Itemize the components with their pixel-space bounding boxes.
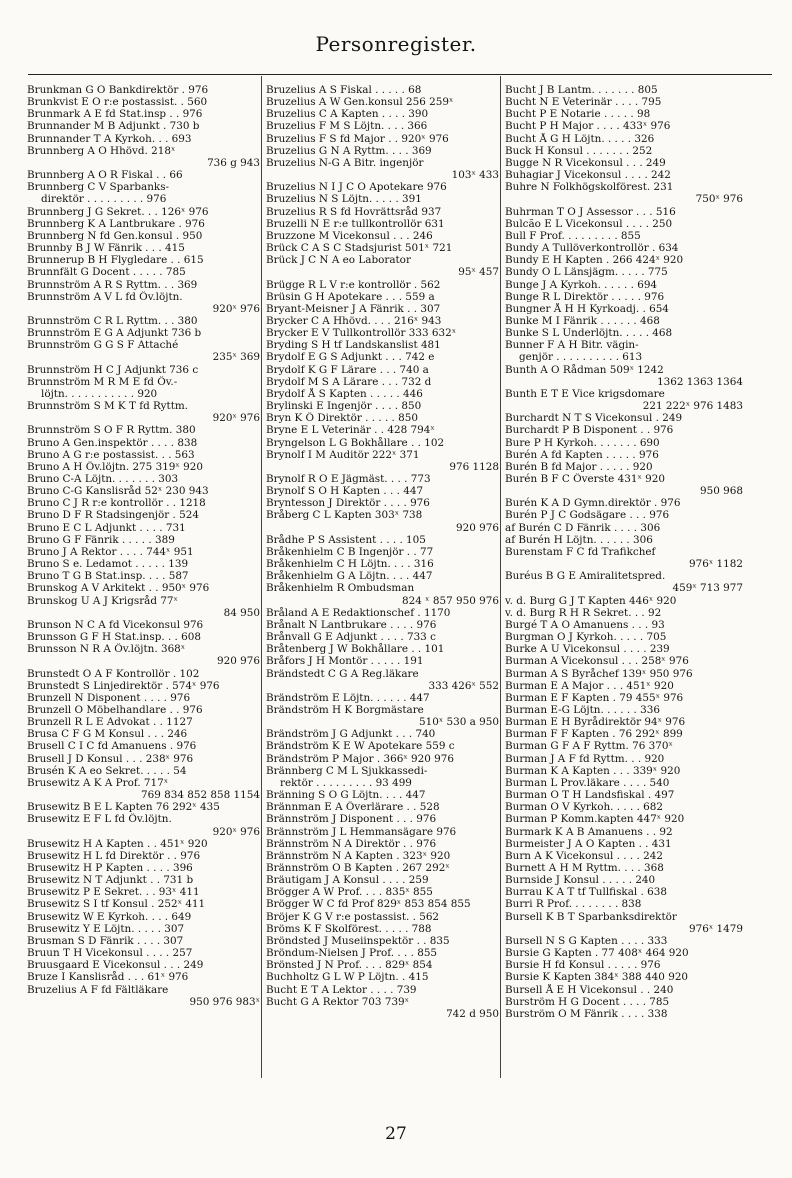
register-entry: genjör . . . . . . . . . . 613 bbox=[519, 351, 643, 364]
register-entry: Brydolf M S A Lärare . . . 732 d bbox=[266, 375, 432, 388]
register-entry: Brunnström S O F R Ryttm. 380 bbox=[27, 424, 196, 437]
register-entry: Bråfors J H Montör . . . . . 191 bbox=[266, 655, 424, 668]
register-entry: Brånvall G E Adjunkt . . . . 733 c bbox=[266, 631, 436, 644]
register-entry: Brunnberg J G Sekret. . . 126ˣ 976 bbox=[27, 205, 209, 218]
register-entry: Brycker E V Tullkontrollör 333 632ˣ bbox=[266, 327, 457, 340]
register-entry: Brusewitz N T Adjunkt . . 731 b bbox=[27, 874, 194, 887]
register-entry: Brändström H K Borgmästare bbox=[266, 703, 424, 716]
register-entry: Bruzelius N S Löjtn. . . . . 391 bbox=[266, 193, 422, 206]
register-entry: 235ˣ 369 bbox=[212, 351, 260, 364]
register-entry: Bråberg C L Kapten 303ˣ 738 bbox=[266, 509, 423, 522]
register-entry: Brusewitz H P Kapten . . . . 396 bbox=[27, 862, 193, 874]
register-entry: Burén K A D Gymn.direktör . 976 bbox=[505, 497, 681, 510]
register-entry: Bryant-Meisner J A Fänrik . . 307 bbox=[266, 302, 441, 315]
register-entry: 976ˣ 1479 bbox=[689, 922, 743, 935]
register-entry: Bruno D F R Stadsingenjör . 524 bbox=[27, 509, 199, 522]
register-entry: Brändström E Löjtn. . . . . . 447 bbox=[266, 691, 430, 704]
register-entry: Brusewitz W E Kyrkoh. . . . 649 bbox=[27, 910, 192, 923]
register-entry: Brunzell N Disponent . . . . 976 bbox=[27, 691, 191, 704]
register-entry: Burman K A Kapten . . . 339ˣ 920 bbox=[505, 764, 681, 777]
register-entry: Brändström K E W Apotekare 559 c bbox=[266, 740, 455, 753]
register-entry: Brunnberg N fd Gen.konsul . 950 bbox=[27, 229, 203, 242]
register-entry: Brunnberg K A Lantbrukare . 976 bbox=[27, 217, 205, 230]
register-entry: Bränning S O G Löjtn. . . . 447 bbox=[266, 789, 426, 802]
register-entry: Brunnström H C J Adjunkt 736 c bbox=[27, 363, 199, 376]
register-entry: Burén P J C Godsägare . . . 976 bbox=[505, 509, 670, 522]
register-entry: Brunnström A V L fd Öv.löjtn. bbox=[27, 290, 183, 303]
register-entry: Burgé T A O Amanuens . . . 93 bbox=[505, 618, 665, 631]
register-entry: Brunkman G O Bankdirektör . 976 bbox=[27, 84, 209, 96]
register-entry: Brändstedt C G A Reg.läkare bbox=[266, 667, 419, 680]
register-entry: Brögger A W Prof. . . . 835ˣ 855 bbox=[266, 886, 433, 899]
register-entry: Bryngelson L G Bokhållare . . 102 bbox=[266, 436, 445, 449]
register-entry: Brändström P Major . 366ˣ 920 976 bbox=[266, 752, 455, 765]
register-entry: Bryntesson J Direktör . . . . 976 bbox=[266, 497, 430, 510]
register-entry: Brüsin G H Apotekare . . . 559 a bbox=[266, 290, 435, 303]
register-entry: direktör . . . . . . . . . 976 bbox=[41, 193, 167, 206]
register-entry: Brunmark A E fd Stat.insp . . 976 bbox=[27, 108, 203, 121]
register-entry: Bröndum-Nielsen J Prof. . . . 855 bbox=[266, 947, 438, 960]
register-entry: Bryn K Ö Direktör . . . . . 850 bbox=[266, 412, 418, 425]
register-entry: Brusell C I C fd Amanuens . 976 bbox=[27, 740, 197, 753]
register-entry: Bulcão E L Vicekonsul . . . . 250 bbox=[505, 217, 673, 230]
register-entry: Brunzell R L E Advokat . . 1127 bbox=[27, 716, 193, 729]
register-entry: Bruno A G r:e postassist. . . 563 bbox=[27, 448, 195, 461]
register-entry: Burman E A Major . . . 451ˣ 920 bbox=[505, 679, 674, 692]
register-entry: Bruzelius N-G A Bitr. ingenjör bbox=[266, 156, 424, 169]
register-entry: Bucht G A Rektor 703 739ˣ bbox=[266, 995, 410, 1008]
page-title: Personregister. bbox=[315, 32, 477, 56]
register-entry: Brynolf S O H Kapten . . . 447 bbox=[266, 485, 424, 498]
register-entry: Brunstedt S Linjedirektör . 574ˣ 976 bbox=[27, 679, 220, 692]
register-entry: 459ˣ 713 977 bbox=[672, 582, 743, 595]
register-entry: Bruzelius A S Fiskal . . . . . 68 bbox=[266, 84, 422, 96]
register-entry: Burmeister J A O Kapten . . 431 bbox=[505, 837, 672, 850]
register-entry: Burman F F Kapten . 76 292ˣ 899 bbox=[505, 728, 683, 741]
register-entry: Buhagiar J Vicekonsul . . . . 242 bbox=[505, 169, 671, 182]
register-entry: Burman L Prov.läkare . . . . 540 bbox=[505, 776, 670, 789]
register-entry: 769 834 852 858 1154 bbox=[141, 789, 260, 802]
register-entry: Burén B F C Överste 431ˣ 920 bbox=[505, 473, 665, 485]
register-entry: Burman G F A F Ryttm. 76 370ˣ bbox=[505, 740, 673, 753]
register-entry: Bugge N R Vicekonsul . . . 249 bbox=[505, 156, 666, 169]
register-entry: Bunge R L Direktör . . . . . 976 bbox=[505, 290, 665, 303]
register-entry: Bucht J B Lantm. . . . . . . 805 bbox=[505, 84, 658, 96]
register-column-1 bbox=[27, 84, 260, 1008]
register-entry: Burchardt P B Disponent . . 976 bbox=[505, 424, 674, 437]
register-entry: 920ˣ 976 bbox=[212, 412, 260, 425]
register-entry: Brügge R L V r:e kontrollör . 562 bbox=[266, 278, 441, 291]
register-entry: Bröndsted J Museiinspektör . . 835 bbox=[266, 934, 450, 947]
register-entry: 976 1128 bbox=[449, 460, 499, 473]
register-entry: Bruno A Gen.inspektör . . . . 838 bbox=[27, 436, 198, 449]
register-entry: Bucht P E Notarie . . . . . 98 bbox=[505, 108, 651, 121]
register-entry: 95ˣ 457 bbox=[458, 266, 499, 279]
register-entry: Brunnström G G S F Attaché bbox=[27, 339, 179, 352]
register-entry: Brunsson N R A Öv.löjtn. 368ˣ bbox=[27, 643, 186, 656]
register-entry: Bungner Å H H Kyrkoadj. . 654 bbox=[505, 302, 669, 315]
register-entry: Brusman S D Fänrik . . . . 307 bbox=[27, 934, 184, 947]
register-entry: Bruzzone M Vicekonsul . . . 246 bbox=[266, 229, 433, 242]
register-entry: Bucht P H Major . . . . 433ˣ 976 bbox=[505, 120, 671, 133]
register-entry: Bruzelius R S fd Hovrättsråd 937 bbox=[266, 205, 442, 218]
register-entry: Brynolf R O E Jägmäst. . . . 773 bbox=[266, 473, 431, 485]
register-entry: Brunnström E G A Adjunkt 736 b bbox=[27, 327, 202, 340]
register-entry: Burenstam F C fd Trafikchef bbox=[505, 545, 656, 558]
register-entry: Bursie K Kapten 384ˣ 388 440 920 bbox=[505, 971, 689, 984]
register-entry: Burn A K Vicekonsul . . . . 242 bbox=[505, 849, 663, 862]
register-entry: v. d. Burg G J T Kapten 446ˣ 920 bbox=[505, 594, 677, 607]
register-entry: Brunskog U A J Krigsråd 77ˣ bbox=[27, 594, 178, 607]
register-entry: 950 976 983ˣ bbox=[189, 995, 260, 1008]
register-entry: Bruusgaard E Vicekonsul . . . 249 bbox=[27, 959, 204, 972]
register-entry: Brynolf I M Auditör 222ˣ 371 bbox=[266, 448, 420, 461]
register-entry: Brändström J G Adjunkt . . . 740 bbox=[266, 728, 436, 741]
register-entry: Brunnberg C V Sparbanks- bbox=[27, 181, 170, 194]
register-entry: Bruno G F Fänrik . . . . . 389 bbox=[27, 533, 175, 546]
register-entry: af Burén H Löjtn. . . . . . 306 bbox=[505, 533, 653, 546]
register-entry: Buchholtz G L W P Löjtn. . 415 bbox=[266, 971, 429, 984]
register-entry: Burnside J Konsul . . . . . 240 bbox=[505, 874, 656, 887]
register-entry: Burman J A F fd Ryttm. . . 920 bbox=[505, 752, 665, 765]
register-entry: Bråtenberg J W Bokhållare . . 101 bbox=[266, 643, 445, 656]
register-entry: v. d. Burg R H R Sekret. . . 92 bbox=[505, 606, 662, 619]
register-entry: Brusewitz E F L fd Öv.löjtn. bbox=[27, 813, 172, 826]
register-entry: Bursell Å E H Vicekonsul . . 240 bbox=[505, 983, 674, 996]
register-entry: Burén A fd Kapten . . . . . 976 bbox=[505, 448, 659, 461]
register-entry: Brylinski E Ingenjör . . . . 850 bbox=[266, 400, 422, 413]
register-entry: Bruzelius N I J C O Apotekare 976 bbox=[266, 181, 447, 194]
register-entry: Burrau K A T tf Tullfiskal . 638 bbox=[505, 886, 667, 899]
register-entry: Burke A U Vicekonsul . . . . 239 bbox=[505, 643, 670, 656]
register-entry: Brusewitz H A Kapten . . 451ˣ 920 bbox=[27, 837, 208, 850]
register-entry: Bunth E T E Vice krigsdomare bbox=[505, 387, 665, 400]
register-entry: Buhre N Folkhögskolförest. 231 bbox=[505, 181, 674, 194]
page-number: 27 bbox=[385, 1124, 407, 1144]
register-entry: Bruzelius A F fd Fältläkare bbox=[27, 983, 169, 996]
register-entry: Bruno J A Rektor . . . . 744ˣ 951 bbox=[27, 545, 194, 558]
register-entry: Brück J C N A eo Laborator bbox=[266, 254, 411, 267]
register-entry: Brunsson G F H Stat.insp. . . 608 bbox=[27, 631, 201, 644]
register-entry: Brusewitz S I tf Konsul . 252ˣ 411 bbox=[27, 898, 206, 911]
register-entry: Brådhe P S Assistent . . . . 105 bbox=[266, 533, 426, 546]
register-entry: Burman O T H Landsfiskal . 497 bbox=[505, 789, 675, 802]
register-entry: Brusewitz Y E Löjtn. . . . . 307 bbox=[27, 922, 185, 935]
register-entry: Bråland A E Redaktionschef . 1170 bbox=[266, 606, 451, 619]
register-entry: Burström H G Docent . . . . 785 bbox=[505, 995, 670, 1008]
register-entry: Bruno C J R r:e kontrollör . . 1218 bbox=[27, 497, 206, 510]
column-divider bbox=[261, 76, 262, 1078]
register-entry: Bröjer K G V r:e postassist. . 562 bbox=[266, 910, 440, 923]
register-entry: Bruzelius F M S Löjtn. . . . 366 bbox=[266, 120, 428, 133]
register-entry: Bruun T H Vicekonsul . . . . 257 bbox=[27, 947, 193, 960]
register-entry: Bunke S L Underlöjtn. . . . . 468 bbox=[505, 327, 673, 340]
register-entry: Brunstedt O A F Kontrollör . 102 bbox=[27, 667, 200, 680]
register-entry: Brunnberg A O R Fiskal . . 66 bbox=[27, 169, 183, 182]
register-entry: Brunskog A V Arkitekt . . 950ˣ 976 bbox=[27, 582, 210, 595]
register-entry: Burri R Prof. . . . . . . . 838 bbox=[505, 898, 642, 911]
register-entry: Bröms K F Skolförest. . . . . 788 bbox=[266, 922, 432, 935]
register-entry: Bruzelli N E r:e tullkontrollör 631 bbox=[266, 217, 445, 230]
register-entry: 333 426ˣ 552 bbox=[428, 679, 499, 692]
register-entry: Brunnby B J W Fänrik . . . 415 bbox=[27, 242, 185, 255]
register-entry: Brydolf Å S Kapten . . . . . 446 bbox=[266, 387, 423, 400]
register-entry: Brunnström A R S Ryttm. . . 369 bbox=[27, 278, 198, 291]
register-entry: Bunke M I Fänrik . . . . . . 468 bbox=[505, 314, 660, 327]
register-entry: Bure P H Kyrkoh. . . . . . . 690 bbox=[505, 436, 660, 449]
register-entry: Brännström J Disponent . . . 976 bbox=[266, 813, 437, 826]
register-entry: Brydolf E G S Adjunkt . . . 742 e bbox=[266, 351, 435, 364]
register-entry: Bruzelius F S fd Major . . 920ˣ 976 bbox=[266, 132, 449, 145]
register-entry: Brännström J L Hemmansägare 976 bbox=[266, 825, 457, 838]
register-entry: Bruno C-G Kanslisråd 52ˣ 230 943 bbox=[27, 485, 209, 498]
register-column-3 bbox=[505, 84, 743, 1020]
register-entry: 920 976 bbox=[456, 521, 499, 534]
register-entry: Burén B fd Major . . . . . 920 bbox=[505, 460, 653, 473]
register-entry: Bursie H fd Konsul . . . . . 976 bbox=[505, 959, 661, 972]
register-entry: Burgman O J Kyrkoh. . . . . 705 bbox=[505, 631, 667, 644]
register-entry: Brögger W C fd Prof 829ˣ 853 854 855 bbox=[266, 898, 471, 911]
register-entry: Brunzell O Möbelhandlare . . 976 bbox=[27, 703, 203, 716]
register-entry: Brunkvist E O r:e postassist. . 560 bbox=[27, 96, 208, 109]
register-entry: Brunnfält G Docent . . . . . 785 bbox=[27, 266, 186, 279]
register-entry: Buck H Konsul . . . . . . . 252 bbox=[505, 144, 653, 157]
register-entry: 920 976 bbox=[217, 655, 260, 668]
register-entry: Brönsted J N Prof. . . . 829ˣ 854 bbox=[266, 959, 433, 972]
register-entry: Brunnberg A O Hhövd. 218ˣ bbox=[27, 144, 176, 157]
register-entry: 824 ˣ 857 950 976 bbox=[402, 594, 499, 607]
register-entry: Burström O M Fänrik . . . . 338 bbox=[505, 1007, 668, 1020]
register-entry: Buhrman T O J Assessor . . . 516 bbox=[505, 205, 676, 218]
register-entry: Brännman E A Överlärare . . 528 bbox=[266, 801, 440, 814]
register-entry: Brånalt N Lantbrukare . . . . 976 bbox=[266, 618, 437, 631]
register-entry: 750ˣ 976 bbox=[695, 193, 743, 206]
register-entry: 84 950 bbox=[223, 606, 260, 619]
register-entry: Bråkenhielm R Ombudsman bbox=[266, 582, 415, 595]
register-entry: Brännström N A Direktör . . 976 bbox=[266, 837, 437, 850]
register-entry: Brunson N C A fd Vicekonsul 976 bbox=[27, 618, 204, 631]
register-entry: Burman A Vicekonsul . . . 258ˣ 976 bbox=[505, 655, 689, 668]
register-entry: 103ˣ 433 bbox=[451, 169, 499, 182]
register-entry: Bråkenhielm G A Löjtn. . . . 447 bbox=[266, 570, 433, 583]
register-entry: Brusell J D Konsul . . . 238ˣ 976 bbox=[27, 752, 194, 765]
register-entry: Brusa C F G M Konsul . . . 246 bbox=[27, 728, 188, 741]
register-entry: Brydolf K G F Lärare . . . 740 a bbox=[266, 363, 429, 376]
register-entry: Buréus B G E Amiralitetspred. bbox=[505, 570, 666, 583]
register-entry: Bråkenhielm C H Löjtn. . . . 316 bbox=[266, 558, 434, 571]
register-entry: 510ˣ 530 a 950 bbox=[418, 716, 499, 729]
register-entry: 742 d 950 bbox=[446, 1007, 499, 1020]
register-entry: Burman E F Kapten . 79 455ˣ 976 bbox=[505, 691, 684, 704]
register-entry: Brännström O B Kapten . 267 292ˣ bbox=[266, 862, 450, 874]
register-entry: Burman E H Byrådirektör 94ˣ 976 bbox=[505, 716, 686, 729]
register-entry: Burman P Komm.kapten 447ˣ 920 bbox=[505, 813, 685, 826]
register-entry: Bursell N S G Kapten . . . . 333 bbox=[505, 934, 668, 947]
register-entry: Burchardt N T S Vicekonsul . 249 bbox=[505, 412, 683, 425]
register-entry: Bunner F A H Bitr. vägin- bbox=[505, 339, 639, 352]
register-entry: Brunnander M B Adjunkt . 730 b bbox=[27, 120, 200, 133]
register-entry: Bruzelius A W Gen.konsul 256 259ˣ bbox=[266, 96, 454, 109]
register-entry: 736 g 943 bbox=[207, 156, 260, 169]
register-entry: Bryne E L Veterinär . . 428 794ˣ bbox=[266, 424, 435, 437]
register-entry: Bruno C-A Löjtn. . . . . . . 303 bbox=[27, 473, 179, 485]
register-entry: Burnett A H M Ryttm. . . . 368 bbox=[505, 862, 664, 874]
register-entry: 950 968 bbox=[700, 485, 743, 498]
register-entry: Brunnström C R L Ryttm. . . 380 bbox=[27, 314, 198, 327]
register-entry: Burman A S Byråchef 139ˣ 950 976 bbox=[505, 667, 693, 680]
register-entry: Brusén K A eo Sekret. . . . . 54 bbox=[27, 764, 187, 777]
register-entry: Brusewitz H L fd Direktör . . 976 bbox=[27, 849, 201, 862]
register-entry: Burman O V Kyrkoh. . . . . 682 bbox=[505, 801, 664, 814]
register-entry: Bundy A Tullöverkontrollör . 634 bbox=[505, 242, 679, 255]
register-entry: rektör . . . . . . . . . 93 499 bbox=[280, 776, 412, 789]
header-rule bbox=[28, 74, 772, 75]
register-entry: Brusewitz P E Sekret. . . 93ˣ 411 bbox=[27, 886, 200, 899]
register-entry: Bursie G Kapten . 77 408ˣ 464 920 bbox=[505, 947, 689, 960]
register-entry: Bruze I Kanslisråd . . . 61ˣ 976 bbox=[27, 971, 189, 984]
register-entry: Brycker C A Hhövd. . . . 216ˣ 943 bbox=[266, 314, 442, 327]
register-entry: Bruzelius G N A Ryttm. . . . 369 bbox=[266, 144, 432, 157]
register-entry: Bruno T G B Stat.insp. . . . 587 bbox=[27, 570, 189, 583]
register-entry: Bundy E H Kapten . 266 424ˣ 920 bbox=[505, 254, 684, 267]
register-entry: Bull F Prof. . . . . . . . . 855 bbox=[505, 229, 641, 242]
register-entry: Bucht Å G H Löjtn. . . . . 326 bbox=[505, 132, 655, 145]
register-entry: Bruno S e. Ledamot . . . . . 139 bbox=[27, 558, 189, 571]
register-entry: Brück C A S C Stadsjurist 501ˣ 721 bbox=[266, 242, 453, 255]
register-entry: löjtn. . . . . . . . . . . 920 bbox=[41, 387, 158, 400]
register-entry: Bucht E T A Lektor . . . . 739 bbox=[266, 983, 417, 996]
register-entry: Brunnander T A Kyrkoh. . . 693 bbox=[27, 132, 192, 145]
register-entry: Burmark K A B Amanuens . . 92 bbox=[505, 825, 673, 838]
register-entry: 920ˣ 976 bbox=[212, 302, 260, 315]
register-entry: af Burén C D Fänrik . . . . 306 bbox=[505, 521, 661, 534]
column-divider bbox=[500, 76, 501, 1078]
register-entry: Brusewitz B E L Kapten 76 292ˣ 435 bbox=[27, 801, 220, 814]
register-entry: Brännström N A Kapten . 323ˣ 920 bbox=[266, 849, 451, 862]
register-entry: 920ˣ 976 bbox=[212, 825, 260, 838]
register-entry: Bursell K B T Sparbanksdirektör bbox=[505, 910, 677, 923]
register-entry: Brännberg C M L Sjukkassedi- bbox=[266, 764, 428, 777]
register-entry: 1362 1363 1364 bbox=[657, 375, 743, 388]
register-entry: Bunge J A Kyrkoh. . . . . . 694 bbox=[505, 278, 658, 291]
register-entry: Bråkenhielm C B Ingenjör . . 77 bbox=[266, 545, 434, 558]
register-column-2 bbox=[266, 84, 499, 1020]
register-entry: Bucht N E Veterinär . . . . 795 bbox=[505, 96, 662, 109]
register-entry: Bruno E C L Adjunkt . . . . 731 bbox=[27, 521, 186, 534]
register-entry: Brunnström M R M E fd Öv.- bbox=[27, 375, 178, 388]
register-entry: Bräutigam J A Konsul . . . . 259 bbox=[266, 874, 429, 887]
register-entry: Brunnerup B H Flygledare . . 615 bbox=[27, 254, 204, 267]
register-entry: Brunnström S M K T fd Ryttm. bbox=[27, 400, 189, 413]
register-entry: Bruno A H Öv.löjtn. 275 319ˣ 920 bbox=[27, 460, 203, 473]
register-entry: Bundy O L Länsjägm. . . . . 775 bbox=[505, 266, 668, 279]
register-entry: Bunth A O Rådman 509ˣ 1242 bbox=[505, 363, 664, 376]
register-entry: Brusewitz A K A Prof. 717ˣ bbox=[27, 776, 169, 789]
register-entry: 976ˣ 1182 bbox=[689, 558, 743, 571]
register-entry: Bryding S H tf Landskanslist 481 bbox=[266, 339, 441, 352]
register-entry: 221 222ˣ 976 1483 bbox=[642, 400, 743, 413]
register-entry: Bruzelius C A Kapten . . . . 390 bbox=[266, 108, 429, 121]
register-entry: Burman E-G Löjtn. . . . . . 336 bbox=[505, 703, 660, 716]
